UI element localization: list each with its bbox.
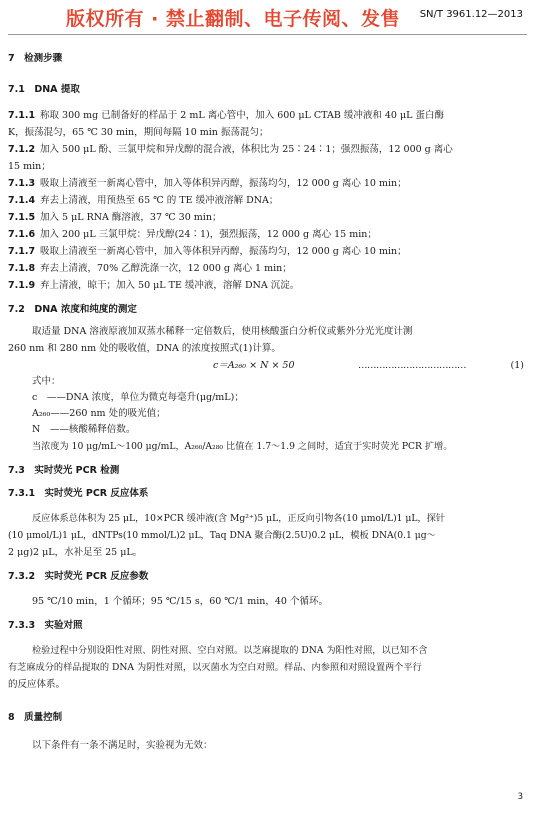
concentration-paragraph-line1: 取适量 DNA 溶液原液加双蒸水稀释一定倍数后，使用核酸蛋白分析仪或紫外分光光度计测 xyxy=(32,326,413,337)
step-number: 7.1.8 xyxy=(8,263,36,274)
formula-leader-dots: ……………………………… xyxy=(358,360,466,371)
step-text: 吸取上清液至一新离心管中，加入等体积异丙醇，振荡均匀，12 000 g 离心 10 min； xyxy=(40,178,407,189)
step-row xyxy=(8,260,528,277)
quality-control-intro: 以下条件有一条不满足时，实验视为无效： xyxy=(32,740,213,751)
page-number: 3 xyxy=(517,792,523,802)
section-7-3-3-heading: 7.3.3 实验对照 xyxy=(8,620,83,631)
step-number: 7.1.3 xyxy=(8,178,36,189)
step-number: 7.1.2 xyxy=(8,144,36,155)
dna-extraction-steps xyxy=(8,107,528,294)
step-text: 弃上清液，晾干；加入 50 μL TE 缓冲液，溶解 DNA 沉淀。 xyxy=(40,280,300,291)
step-text: K，振荡混匀，65 ℃ 30 min，期间每隔 10 min 振荡混匀； xyxy=(8,127,269,138)
step-text: 吸取上清液至一新离心管中，加入等体积异丙醇，振荡均匀，12 000 g 离心 10 min； xyxy=(40,246,407,257)
step-row xyxy=(8,158,528,175)
reaction-system-line2: (10 μmol/L)1 μL，dNTPs(10 mmol/L)2 μL，Taq DNA 聚合酶(2.5U)0.2 μL，模板 DNA(0.1 μg～ xyxy=(8,530,436,541)
step-number: 7.1.5 xyxy=(8,212,36,223)
purity-note: 当浓度为 10 μg/mL～100 μg/mL，A₂₆₀/A₂₈₀ 比值在 1.7～1.9 之间时，适宜于实时荧光 PCR 扩增。 xyxy=(32,441,453,452)
concentration-paragraph-line2: 260 nm 和 280 nm 处的吸收值，DNA 的浓度按照式(1)计算。 xyxy=(8,343,281,354)
header-rule xyxy=(8,34,527,35)
watermark-banner: 版权所有 · 禁止翻制、电子传阅、发售 xyxy=(66,8,400,30)
step-row xyxy=(8,226,528,243)
step-text: 15 min； xyxy=(8,161,51,172)
definition-a260: A₂₆₀——260 nm 处的吸光值； xyxy=(32,408,166,419)
reaction-params-line: 95 ℃/10 min，1 个循环；95 ℃/15 s，60 ℃/1 min，40 个循环。 xyxy=(32,596,328,607)
section-7-1-heading: 7.1 DNA 提取 xyxy=(8,84,80,95)
controls-line3: 的反应体系。 xyxy=(8,679,66,690)
step-row xyxy=(8,209,528,226)
step-row xyxy=(8,243,528,260)
step-number: 7.1.4 xyxy=(8,195,36,206)
controls-line2: 有芝麻成分的样品提取的 DNA 为阴性对照，以灭菌水为空白对照。样品、内参照和对照设置两个平行 xyxy=(8,662,422,673)
step-text: 加入 200 μL 三氯甲烷：异戊醇(24∶1)，强烈振荡，12 000 g 离心 15 min； xyxy=(40,229,377,240)
step-text: 弃去上清液，用预热至 65 ℃ 的 TE 缓冲液溶解 DNA； xyxy=(40,195,279,206)
where-label: 式中： xyxy=(32,376,61,387)
section-7-3-2-heading: 7.3.2 实时荧光 PCR 反应参数 xyxy=(8,571,149,582)
formula-number: (1) xyxy=(510,360,524,371)
step-text: 弃去上清液，70% 乙醇洗涤一次，12 000 g 离心 1 min； xyxy=(40,263,292,274)
section-8-heading: 8 质量控制 xyxy=(8,712,63,723)
step-row xyxy=(8,124,528,141)
step-text: 加入 5 μL RNA 酶溶液，37 ℃ 30 min； xyxy=(40,212,222,223)
step-number: 7.1.1 xyxy=(8,110,36,121)
step-number: 7.1.9 xyxy=(8,280,36,291)
definition-c: c ——DNA 浓度，单位为微克每毫升(μg/mL)； xyxy=(32,392,244,403)
controls-line1: 检验过程中分别设阳性对照、阴性对照、空白对照。以芝麻提取的 DNA 为阳性对照，以已知不含 xyxy=(32,645,428,656)
standard-number: SN/T 3961.12—2013 xyxy=(419,9,523,20)
document-body xyxy=(8,52,528,754)
reaction-system-line3: 2 μg)2 μL，水补足至 25 μL。 xyxy=(8,547,143,558)
step-row xyxy=(8,107,528,124)
section-7-2-heading: 7.2 DNA 浓度和纯度的测定 xyxy=(8,304,137,315)
reaction-system-line1: 反应体系总体积为 25 μL，10×PCR 缓冲液(含 Mg²⁺)5 μL，正反向引物各(10 μmol/L)1 μL，探针 xyxy=(32,513,446,524)
step-number: 7.1.6 xyxy=(8,229,36,240)
step-row xyxy=(8,141,528,158)
step-number: 7.1.7 xyxy=(8,246,36,257)
step-row xyxy=(8,175,528,192)
step-text: 称取 300 mg 已制备好的样品于 2 mL 离心管中，加入 600 μL CTAB 缓冲液和 40 μL 蛋白酶 xyxy=(40,110,444,121)
formula-1 xyxy=(8,357,528,374)
section-7-3-heading: 7.3 实时荧光 PCR 检测 xyxy=(8,465,120,476)
step-row xyxy=(8,277,528,294)
section-7-3-1-heading: 7.3.1 实时荧光 PCR 反应体系 xyxy=(8,488,149,499)
definition-n: N ——核酸稀释倍数。 xyxy=(32,424,136,435)
step-text: 加入 500 μL 酚、三氯甲烷和异戊醇的混合液，体积比为 25∶24∶1；强烈振荡，12 000 g 离心 xyxy=(40,144,453,155)
formula-expression: c＝A₂₆₀ × N × 50 xyxy=(213,360,295,371)
step-row xyxy=(8,192,528,209)
section-7-heading: 7 检测步骤 xyxy=(8,53,63,64)
